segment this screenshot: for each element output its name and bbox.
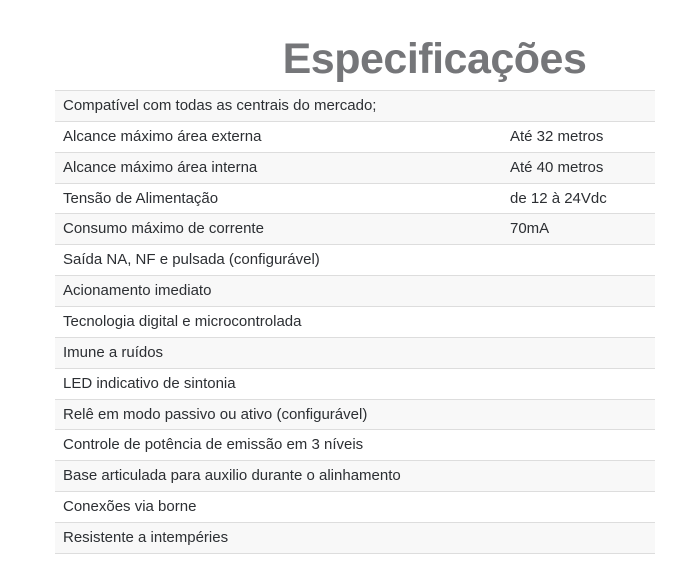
spec-row <box>55 91 655 122</box>
spec-label: Relê em modo passivo ou ativo (configurável) <box>55 399 510 430</box>
spec-label: LED indicativo de sintonia <box>55 368 510 399</box>
spec-value <box>510 368 655 399</box>
spec-row <box>55 152 655 183</box>
spec-row <box>55 368 655 399</box>
spec-label: Alcance máximo área externa <box>55 121 510 152</box>
specs-table-body <box>55 91 655 554</box>
spec-row <box>55 399 655 430</box>
specs-table <box>55 90 655 554</box>
spec-row <box>55 183 655 214</box>
page-title: Especificações <box>282 35 587 83</box>
spec-value: 70mA <box>510 214 655 245</box>
spec-label: Controle de potência de emissão em 3 níveis <box>55 430 510 461</box>
spec-label: Base articulada para auxilio durante o alinhamento <box>55 461 510 492</box>
spec-value <box>510 91 655 122</box>
spec-row <box>55 245 655 276</box>
spec-value <box>510 492 655 523</box>
spec-label: Consumo máximo de corrente <box>55 214 510 245</box>
spec-row <box>55 307 655 338</box>
spec-row <box>55 214 655 245</box>
spec-label: Resistente a intempéries <box>55 523 510 554</box>
spec-label: Alcance máximo área interna <box>55 152 510 183</box>
spec-value <box>510 430 655 461</box>
spec-row <box>55 276 655 307</box>
spec-row <box>55 461 655 492</box>
spec-row <box>55 492 655 523</box>
spec-value <box>510 245 655 276</box>
spec-label: Acionamento imediato <box>55 276 510 307</box>
spec-value: Até 32 metros <box>510 121 655 152</box>
spec-label: Compatível com todas as centrais do mercado; <box>55 91 510 122</box>
spec-value <box>510 399 655 430</box>
spec-label: Imune a ruídos <box>55 337 510 368</box>
spec-row <box>55 337 655 368</box>
spec-value: de 12 à 24Vdc <box>510 183 655 214</box>
spec-row <box>55 523 655 554</box>
spec-row <box>55 121 655 152</box>
spec-label: Tecnologia digital e microcontrolada <box>55 307 510 338</box>
spec-row <box>55 430 655 461</box>
spec-label: Conexões via borne <box>55 492 510 523</box>
spec-label: Tensão de Alimentação <box>55 183 510 214</box>
spec-label: Saída NA, NF e pulsada (configurável) <box>55 245 510 276</box>
spec-value <box>510 276 655 307</box>
spec-value <box>510 337 655 368</box>
spec-value <box>510 523 655 554</box>
spec-value <box>510 461 655 492</box>
spec-value: Até 40 metros <box>510 152 655 183</box>
spec-value <box>510 307 655 338</box>
